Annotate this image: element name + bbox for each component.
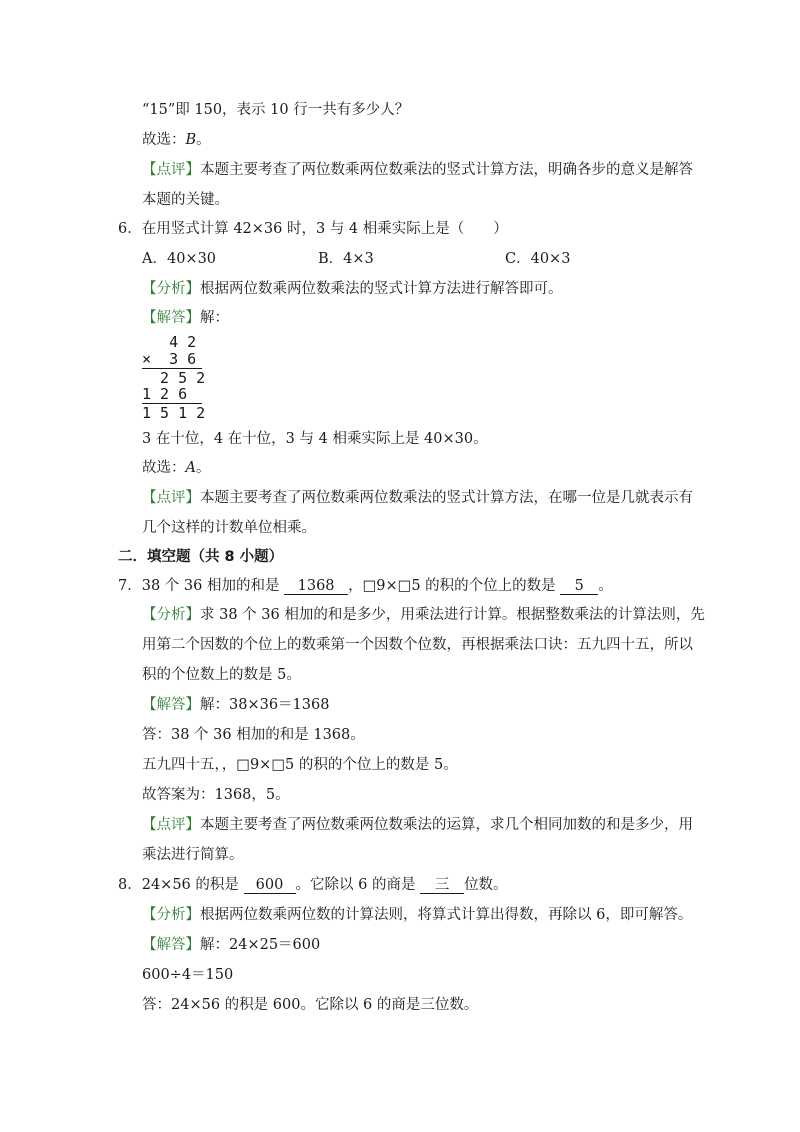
comment-tag: 【点评】 [142,162,200,178]
q8-answer-line-2: 600÷4＝150 [142,967,234,983]
analysis-text: 根据两位数乘两位数乘法的竖式计算方法进行解答即可。 [200,281,563,297]
q7-analysis [142,608,705,623]
q8-stem-part3: 位数。 [464,877,508,893]
comment-text: 本题主要考查了两位数乘两位数乘法的竖式计算方法，在哪一位是几就表示有 [200,490,693,506]
q7-stem-part1: 7．38 个 36 相加的和是 [118,578,280,594]
q6-option-a: A．40×30 [142,251,217,267]
q8-blank-product: 600 [244,878,296,894]
q7-answer [142,698,329,713]
q8-stem-part2: 。它除以 6 的商是 [295,877,416,893]
answer-tag: 【解答】 [142,310,200,326]
analysis-tag: 【分析】 [142,607,200,623]
q5-explain-line: “15”即 150，表示 10 行一共有多少人？ [142,102,410,118]
q6-analysis [142,282,563,297]
calc-row-multiplier: × 3 6 [142,350,197,368]
choice-letter: B [185,132,197,148]
q7-stem-part2: ，□9×□5 的积的个位上的数是 [348,578,556,594]
section-heading: 二．填空题（共 8 小题） [118,549,284,565]
q8-analysis [142,908,692,923]
choice-end: 。 [196,132,211,148]
q8-stem [118,878,508,894]
calc-row-partial-1: 2 5 2 [142,369,206,387]
q7-analysis-cont-1: 用第二个因数的个位上的数乘第一个因数个位数，再根据乘法口诀：五九四十五，所以 [142,637,693,653]
calc-row-product: 1 5 1 2 [142,404,206,422]
comment-tag: 【点评】 [142,817,200,833]
calc-row-multiplicand: 4 2 [142,333,197,351]
q6-stem: 6．在用竖式计算 42×36 时，3 与 4 相乘实际上是（ ） [118,221,508,237]
q7-stem-part3: 。 [598,578,613,594]
analysis-text: 求 38 个 36 相加的和是多少，用乘法进行计算。根据整数乘法的计算法则，先 [200,607,705,623]
q7-analysis-cont-2: 积的个位数上的数是 5。 [142,667,301,683]
calc-row-partial-2: 1 2 6 [142,385,188,403]
analysis-text: 根据两位数乘两位数的计算法则，将算式计算出得数，再除以 6，即可解答。 [200,907,693,923]
q8-blank-digits: 三 [420,878,464,894]
choice-prefix: 故选： [142,132,186,148]
q6-choice [142,461,210,476]
q5-choice [142,133,211,148]
comment-text: 本题主要考查了两位数乘两位数乘法的竖式计算方法，明确各步的意义是解答 [200,162,693,178]
comment-tag: 【点评】 [142,490,200,506]
q7-stem [118,579,613,595]
choice-letter: A [185,460,196,476]
q6-answer [142,311,229,326]
q8-stem-part1: 8．24×56 的积是 [118,877,239,893]
q7-answer-line-2: 答：38 个 36 相加的和是 1368。 [142,727,365,743]
answer-text: 解：38×36＝1368 [200,697,330,713]
choice-prefix: 故选： [142,460,186,476]
answer-tag: 【解答】 [142,937,200,953]
q7-answer-line-4: 故答案为：1368，5。 [142,787,290,803]
q8-answer [142,938,320,953]
analysis-tag: 【分析】 [142,907,200,923]
q6-explain: 3 在十位，4 在十位，3 与 4 相乘实际上是 40×30。 [142,431,488,447]
q5-comment-cont: 本题的关键。 [142,192,229,208]
q7-blank-digit: 5 [560,579,598,595]
answer-text: 解：24×25＝600 [200,937,321,953]
q6-comment [142,491,693,506]
q7-blank-sum: 1368 [284,579,348,595]
choice-end: 。 [195,460,211,476]
q6-comment-cont: 几个这样的计数单位相乘。 [142,520,316,536]
answer-tag: 【解答】 [142,697,200,713]
answer-text: 解： [200,310,229,326]
q7-comment-cont: 乘法进行简算。 [142,847,244,863]
q6-option-c: C．40×3 [505,251,571,267]
q8-answer-line-3: 答：24×56 的积是 600。它除以 6 的商是三位数。 [142,997,479,1013]
q7-answer-line-3: 五九四十五，，□9×□5 的积的个位上的数是 5。 [142,757,458,773]
q7-comment [142,818,693,833]
analysis-tag: 【分析】 [142,281,200,297]
q5-comment [142,163,693,178]
q6-option-b: B．4×3 [318,251,374,267]
comment-text: 本题主要考查了两位数乘两位数乘法的运算，求几个相同加数的和是多少，用 [200,817,693,833]
